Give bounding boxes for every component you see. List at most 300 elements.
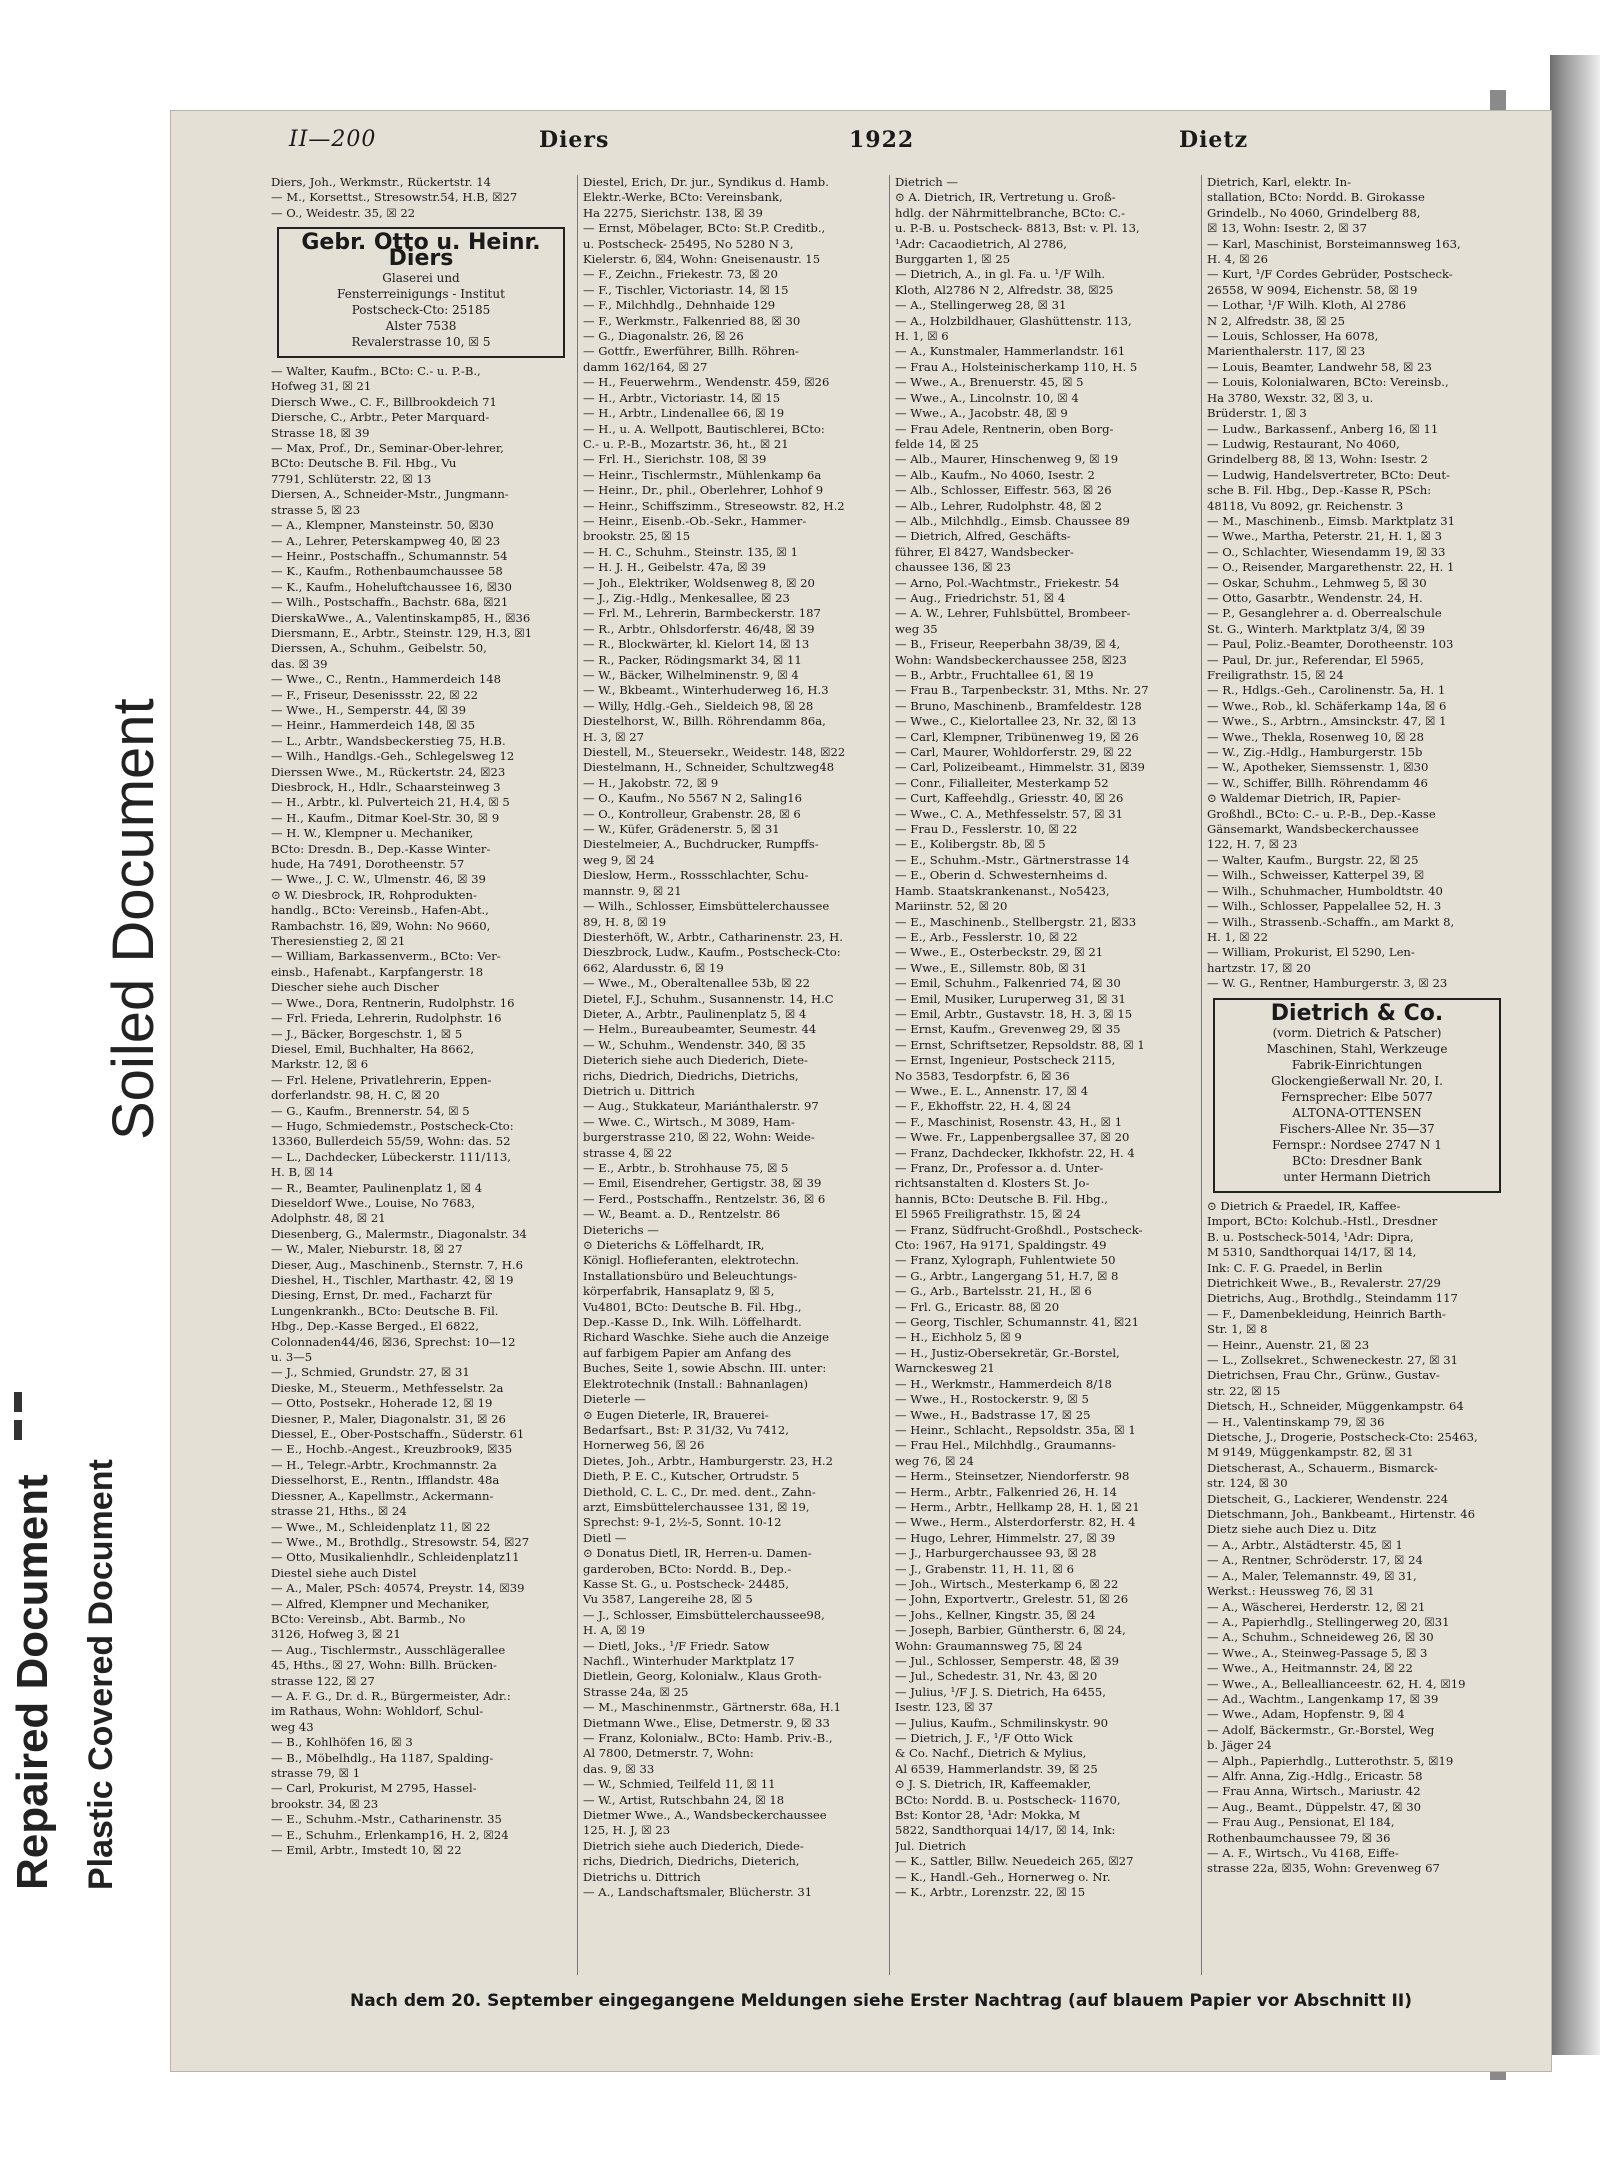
directory-entry: — Paul, Poliz.-Beamter, Dorotheenstr. 103 xyxy=(1207,637,1454,652)
directory-entry: — H., Werkmstr., Hammerdeich 8/18 xyxy=(895,1376,1112,1391)
directory-entry: — Wilh., Schlosser, Eimsbüttelerchaussee xyxy=(583,899,830,914)
directory-entry: — Helm., Bureaubeamter, Seumestr. 44 xyxy=(583,1022,817,1037)
header-right-word: Dietz xyxy=(1179,127,1249,153)
directory-entry: — Wwe., H., Rostockerstr. 9, ☒ 5 xyxy=(895,1392,1089,1407)
column-2 xyxy=(583,175,883,1975)
directory-entry: — A., Papierhdlg., Stellingerweg 20, ☒31 xyxy=(1207,1614,1450,1629)
directory-entry: — Wwe., E., Sillemstr. 80b, ☒ 31 xyxy=(895,960,1088,975)
directory-entry: — Wwe., M., Oberaltenallee 53b, ☒ 22 xyxy=(583,976,811,991)
directory-entry: — W., Artist, Rutschbahn 24, ☒ 18 xyxy=(583,1792,785,1807)
directory-entry: El 5965 Freiligrathstr. 15, ☒ 24 xyxy=(895,1207,1081,1222)
directory-entry: — H. J. H., Geibelstr. 47a, ☒ 39 xyxy=(583,560,766,575)
directory-entry: strasse 22a, ☒35, Wohn: Grevenweg 67 xyxy=(1207,1861,1440,1876)
directory-entry: Markstr. 12, ☒ 6 xyxy=(271,1057,369,1072)
directory-entry: — B., Möbelhdlg., Ha 1187, Spalding- xyxy=(271,1750,494,1765)
directory-entry: — B., Kohlhöfen 16, ☒ 3 xyxy=(271,1735,413,1750)
directory-entry: — Otto, Gasarbtr., Wendenstr. 24, H. xyxy=(1207,590,1423,605)
directory-entry: — H., Feuerwehrm., Wendenstr. 459, ☒26 xyxy=(583,375,830,390)
directory-entry: B. u. Postscheck-5014, ¹Adr: Dipra, xyxy=(1207,1229,1414,1244)
directory-entry: C.- u. P.-B., Mozartstr. 36, ht., ☒ 21 xyxy=(583,436,789,451)
column-divider xyxy=(577,175,578,1975)
directory-entry: — Arno, Pol.-Wachtmstr., Friekestr. 54 xyxy=(895,575,1120,590)
directory-entry: Dietrich, Karl, elektr. In- xyxy=(1207,175,1352,189)
directory-entry: str. 22, ☒ 15 xyxy=(1207,1383,1281,1398)
directory-entry: — H., Justiz-Obersekretär, Gr.-Borstel, xyxy=(895,1345,1120,1360)
directory-entry: — Wilh., Schlosser, Pappelallee 52, H. 3 xyxy=(1207,899,1442,914)
directory-entry: — Emil, Arbtr., Gustavstr. 18, H. 3, ☒ 15 xyxy=(895,1006,1133,1021)
directory-entry: ⊙ A. Dietrich, IR, Vertretung u. Groß- xyxy=(895,190,1116,205)
directory-entry: — Wwe., Martha, Peterstr. 21, H. 1, ☒ 3 xyxy=(1207,529,1443,544)
directory-entry: das. 9, ☒ 33 xyxy=(583,1761,655,1776)
column-divider xyxy=(889,175,890,1975)
directory-entry: — Julius, Kaufm., Schmilinskystr. 90 xyxy=(895,1715,1108,1730)
directory-entry: — G., Arbtr., Langergang 51, H.7, ☒ 8 xyxy=(895,1268,1119,1283)
directory-entry: — Wwe., J. C. W., Ulmenstr. 46, ☒ 39 xyxy=(271,872,486,887)
ad-line: Fischers-Allee Nr. 35—37 xyxy=(1279,1121,1435,1136)
directory-entry: — Karl, Maschinist, Borsteimannsweg 163, xyxy=(1207,236,1461,251)
directory-entry: Hamb. Staatskrankenanst., No5423, xyxy=(895,883,1110,898)
directory-entry: Dieser, Aug., Maschinenb., Sternstr. 7, H.6 xyxy=(271,1257,523,1272)
ad-title: Dietrich & Co. xyxy=(1270,1000,1444,1026)
directory-entry: Wohn: Wandsbeckerchaussee 258, ☒23 xyxy=(895,652,1127,667)
directory-entry: — J., Bäcker, Borgeschstr. 1, ☒ 5 xyxy=(271,1026,463,1041)
directory-entry: — K., Kaufm., Rothenbaumchaussee 58 xyxy=(271,564,503,579)
directory-entry: — Hugo, Lehrer, Himmelstr. 27, ☒ 39 xyxy=(895,1530,1116,1545)
page-header xyxy=(289,127,1399,159)
directory-entry: — K., Arbtr., Lorenzstr. 22, ☒ 15 xyxy=(895,1885,1086,1900)
directory-entry: burgerstrasse 210, ☒ 22, Wohn: Weide- xyxy=(583,1130,815,1145)
directory-entry: — W., Maler, Nieburstr. 18, ☒ 27 xyxy=(271,1242,463,1257)
ad-line: Fernspr.: Nordsee 2747 N 1 xyxy=(1272,1137,1442,1152)
directory-entry: — F., Damenbekleidung, Heinrich Barth- xyxy=(1207,1306,1446,1321)
directory-entry: Dieterich siehe auch Diederich, Diete- xyxy=(583,1053,808,1068)
directory-entry: — K., Handl.-Geh., Hornerweg o. Nr. xyxy=(895,1869,1111,1884)
directory-entry: H. B, ☒ 14 xyxy=(271,1165,334,1180)
directory-entry: Dieske, M., Steuerm., Methfesselstr. 2a xyxy=(271,1380,504,1395)
page-edge xyxy=(1550,55,1600,2055)
directory-entry: Dietlein, Georg, Kolonialw., Klaus Groth- xyxy=(583,1669,822,1684)
directory-entry: — Jul., Schlosser, Semperstr. 48, ☒ 39 xyxy=(895,1654,1119,1668)
directory-entry: — L., Zollsekret., Schweneckestr. 27, ☒ 31 xyxy=(1207,1353,1459,1367)
directory-entry: — K., Kaufm., Hoheluftchaussee 16, ☒30 xyxy=(271,579,512,594)
directory-entry: chaussee 136, ☒ 23 xyxy=(895,560,1011,575)
directory-entry: Diesbrock, H., Hdlr., Schaarsteinweg 3 xyxy=(271,780,501,794)
directory-entry: — B., Arbtr., Fruchtallee 61, ☒ 19 xyxy=(895,668,1094,682)
directory-entry: strasse 79, ☒ 1 xyxy=(271,1766,361,1780)
directory-entry: — F., Werkmstr., Falkenried 88, ☒ 30 xyxy=(583,313,801,328)
directory-entry: — Louis, Schlosser, Ha 6078, xyxy=(1207,329,1379,344)
directory-entry: — Carl, Maurer, Wohldorferstr. 29, ☒ 22 xyxy=(895,745,1133,760)
directory-entry: Strasse 18, ☒ 39 xyxy=(271,425,370,440)
directory-entry: Dietsch, H., Schneider, Müggenkampstr. 64 xyxy=(1207,1399,1464,1414)
directory-entry: — Franz, Xylograph, Fuhlentwiete 50 xyxy=(895,1253,1116,1268)
directory-entry: — Ludw., Barkassenf., Anberg 16, ☒ 11 xyxy=(1207,421,1439,436)
directory-entry: Isestr. 123, ☒ 37 xyxy=(895,1700,993,1715)
directory-entry: — L., Dachdecker, Lübeckerstr. 111/113, xyxy=(271,1149,511,1164)
directory-entry: 7791, Schlüterstr. 22, ☒ 13 xyxy=(271,471,432,486)
directory-entry: führer, El 8427, Wandsbecker- xyxy=(895,544,1074,559)
directory-entry: — Wwe., A., Steinweg-Passage 5, ☒ 3 xyxy=(1207,1645,1428,1660)
directory-entry: auf farbigem Papier am Anfang des xyxy=(583,1345,792,1360)
directory-entry: — Heinr., Auenstr. 21, ☒ 23 xyxy=(1207,1337,1370,1352)
directory-entry: Nachfl., Winterhuder Marktplatz 17 xyxy=(583,1654,795,1668)
directory-entry: — Wwe., H., Badstrasse 17, ☒ 25 xyxy=(895,1407,1091,1422)
directory-entry: ☒ 13, Wohn: Isestr. 2, ☒ 37 xyxy=(1207,221,1368,236)
directory-entry: Elektrotechnik (Install.: Bahnanlagen) xyxy=(583,1376,809,1391)
ad-line: Glaserei und xyxy=(382,271,460,286)
directory-entry: — A. W., Lehrer, Fuhlsbüttel, Brombeer- xyxy=(895,606,1131,621)
directory-entry: — Dietl, Joks., ¹/F Friedr. Satow xyxy=(583,1638,770,1653)
directory-entry: — Lothar, ¹/F Wilh. Kloth, Al 2786 xyxy=(1207,298,1407,313)
directory-entry: Hbg., Dep.-Kasse Berged., El 6822, xyxy=(271,1319,479,1334)
directory-entry: DierskaWwe., A., Valentinskamp85, H., ☒36 xyxy=(271,610,531,625)
directory-entry: hdlg. der Nährmittelbranche, BCto: C.- xyxy=(895,205,1125,220)
directory-entry: — Carl, Prokurist, M 2795, Hassel- xyxy=(271,1781,477,1796)
directory-page xyxy=(170,110,1552,2072)
directory-entry: — H., Telegr.-Arbtr., Krochmannstr. 2a xyxy=(271,1457,497,1472)
directory-entry: ⊙ Eugen Dieterle, IR, Brauerei- xyxy=(583,1407,769,1422)
directory-entry: — A., Stellingerweg 28, ☒ 31 xyxy=(895,298,1067,313)
directory-entry: damm 162/164, ☒ 27 xyxy=(583,359,708,374)
directory-entry: — A., Kunstmaler, Hammerlandstr. 161 xyxy=(895,344,1126,359)
directory-entry: — J., Zig.-Hdlg., Menkesallee, ☒ 23 xyxy=(583,590,790,605)
directory-entry: H. 3, ☒ 27 xyxy=(583,729,645,744)
directory-entry: — A., Klempner, Mansteinstr. 50, ☒30 xyxy=(271,518,494,533)
directory-entry: 45, Hths., ☒ 27, Wohn: Billh. Brücken- xyxy=(271,1658,497,1673)
directory-entry: Dietrich u. Dittrich xyxy=(583,1083,695,1098)
directory-entry: — Frau Anna, Wirtsch., Mariustr. 42 xyxy=(1207,1784,1421,1799)
directory-entry: H. 1, ☒ 6 xyxy=(895,329,949,344)
directory-entry: — Dietrich, Alfred, Geschäfts- xyxy=(895,529,1071,544)
directory-entry: — W., Zig.-Hdlg., Hamburgerstr. 15b xyxy=(1207,745,1423,760)
header-left-word: Diers xyxy=(539,127,610,153)
directory-entry: — John, Exportvertr., Grelestr. 51, ☒ 26 xyxy=(895,1592,1129,1607)
directory-entry: — J., Grabenstr. 11, H. 11, ☒ 6 xyxy=(895,1561,1074,1576)
directory-entry: — Gottfr., Ewerführer, Billh. Röhren- xyxy=(583,344,799,359)
directory-entry: — A. F. G., Dr. d. R., Bürgermeister, Adr.: xyxy=(271,1688,511,1703)
directory-entry: Diestel, Erich, Dr. jur., Syndikus d. Hamb. xyxy=(583,175,829,189)
directory-entry: — Adolf, Bäckermstr., Gr.-Borstel, Weg xyxy=(1207,1722,1435,1737)
directory-entry: — H. W., Klempner u. Mechaniker, xyxy=(271,826,474,841)
directory-entry: — Johs., Kellner, Kingstr. 35, ☒ 24 xyxy=(895,1607,1096,1622)
directory-entry: — F., Ekhoffstr. 22, H. 4, ☒ 24 xyxy=(895,1099,1072,1114)
directory-entry: ⊙ J. S. Dietrich, IR, Kaffeemakler, xyxy=(895,1777,1092,1792)
directory-entry: ⊙ W. Diesbrock, IR, Rohprodukten- xyxy=(271,887,477,902)
directory-entry: — Heinr., Eisenb.-Ob.-Sekr., Hammer- xyxy=(583,513,807,528)
ad-line: ALTONA-OTTENSEN xyxy=(1292,1105,1422,1120)
directory-entry: — Wwe., E., Osterbeckstr. 29, ☒ 21 xyxy=(895,945,1104,960)
directory-entry: — F., Maschinist, Rosenstr. 43, H., ☒ 1 xyxy=(895,1114,1123,1129)
directory-entry: Dieshel, H., Tischler, Marthastr. 42, ☒ 19 xyxy=(271,1273,514,1287)
directory-entry: — Heinr., Postschaffn., Schumannstr. 54 xyxy=(271,548,508,563)
directory-entry: — Wwe. C., Wirtsch., M 3089, Ham- xyxy=(583,1114,795,1129)
directory-entry: Diescher siehe auch Discher xyxy=(271,980,439,995)
directory-entry: — Wilh., Schweisser, Katterpel 39, ☒ xyxy=(1207,868,1425,883)
directory-entry: — Wwe., A., Lincolnstr. 10, ☒ 4 xyxy=(895,390,1079,405)
directory-entry: — Joseph, Barbier, Güntherstr. 6, ☒ 24, xyxy=(895,1623,1126,1638)
directory-entry: — E., Kolibergstr. 8b, ☒ 5 xyxy=(895,837,1046,852)
directory-entry: — Alb., Schlosser, Eiffestr. 563, ☒ 26 xyxy=(895,483,1112,498)
directory-entry: sche B. Fil. Hbg., Dep.-Kasse R, PSch: xyxy=(1207,483,1432,498)
directory-entry: — Oskar, Schuhm., Lehmweg 5, ☒ 30 xyxy=(1207,575,1427,590)
directory-entry: — F., Milchhdlg., Dehnhaide 129 xyxy=(583,298,776,313)
advertisement-box xyxy=(277,227,565,358)
directory-entry: brookstr. 34, ☒ 23 xyxy=(271,1796,379,1811)
directory-entry: richtsanstalten d. Klosters St. Jo- xyxy=(895,1176,1090,1191)
directory-entry: Diestel siehe auch Distel xyxy=(271,1565,417,1580)
directory-entry: — H., Valentinskamp 79, ☒ 36 xyxy=(1207,1414,1385,1429)
directory-entry: handlg., BCto: Vereinsb., Hafen-Abt., xyxy=(271,903,489,918)
directory-entry: — J., Schmied, Grundstr. 27, ☒ 31 xyxy=(271,1365,470,1380)
directory-entry: Diesterhöft, W., Arbtr., Catharinenstr. 23, H. xyxy=(583,929,843,944)
directory-entry: b. Jäger 24 xyxy=(1207,1738,1272,1753)
directory-entry: — J., Harburgerchaussee 93, ☒ 28 xyxy=(895,1546,1097,1561)
directory-entry: 122, H. 7, ☒ 23 xyxy=(1207,837,1298,852)
directory-entry: — H. C., Schuhm., Steinstr. 135, ☒ 1 xyxy=(583,544,798,559)
directory-entry: — Wwe., M., Brothdlg., Stresowstr. 54, ☒27 xyxy=(271,1534,530,1549)
directory-entry: — Alb., Kaufm., No 4060, Isestr. 2 xyxy=(895,467,1095,482)
directory-entry: — H., Arbtr., Victoriastr. 14, ☒ 15 xyxy=(583,390,781,405)
directory-entry: — F., Tischler, Victoriastr. 14, ☒ 15 xyxy=(583,282,789,297)
header-year: 1922 xyxy=(849,127,915,153)
directory-entry: — Georg, Tischler, Schumannstr. 41, ☒21 xyxy=(895,1315,1139,1330)
directory-entry: — Ernst, Schriftsetzer, Repsoldstr. 88, ☒ 1 xyxy=(895,1037,1145,1052)
soiled-document-label: Soiled Document xyxy=(101,698,166,1140)
directory-entry: brookstr. 25, ☒ 15 xyxy=(583,529,691,544)
directory-entry: — Joh., Elektriker, Woldsenweg 8, ☒ 20 xyxy=(583,575,815,590)
directory-entry: Lungenkrankh., BCto: Deutsche B. Fil. xyxy=(271,1303,499,1318)
directory-entry: — Frau Aug., Pensionat, El 184, xyxy=(1207,1815,1395,1830)
directory-entry: Buches, Seite 1, sowie Abschn. III. unter: xyxy=(583,1361,827,1376)
directory-entry: — Otto, Musikalienhdlr., Schleidenplatz11 xyxy=(271,1550,520,1565)
directory-entry: richs, Diedrich, Diedrichs, Dietrichs, xyxy=(583,1068,799,1083)
directory-entry: strasse 122, ☒ 27 xyxy=(271,1673,375,1688)
directory-entry: — A., Maler, Telemannstr. 49, ☒ 31, xyxy=(1207,1568,1417,1583)
directory-entry: — M., Maschinenmstr., Gärtnerstr. 68a, H.1 xyxy=(583,1700,842,1715)
directory-entry: — E., Schuhm., Erlenkamp16, H. 2, ☒24 xyxy=(271,1827,509,1842)
directory-entry: Sprechst: 9-1, 2½-5, Sonnt. 10-12 xyxy=(583,1515,782,1530)
directory-entry: — Frau Hel., Milchhdlg., Graumanns- xyxy=(895,1438,1116,1453)
directory-entry: — R., Hdlgs.-Geh., Carolinenstr. 5a, H. 1 xyxy=(1207,683,1446,698)
directory-entry: Jul. Dietrich xyxy=(895,1838,966,1853)
directory-entry: — G., Arb., Bartelsstr. 21, H., ☒ 6 xyxy=(895,1284,1092,1299)
directory-entry: — Ludwig, Restaurant, No 4060, xyxy=(1207,436,1400,451)
directory-entry: 89, H. 8, ☒ 19 xyxy=(583,914,667,929)
directory-entry: Theresienstieg 2, ☒ 21 xyxy=(271,934,406,949)
directory-entry: — Curt, Kaffeehdlg., Griesstr. 40, ☒ 26 xyxy=(895,791,1124,806)
directory-entry: Dietsche, J., Drogerie, Postscheck-Cto: 25463, xyxy=(1207,1430,1478,1445)
directory-entry: Bst: Kontor 28, ¹Adr: Mokka, M xyxy=(895,1808,1081,1823)
directory-entry: — Joh., Wirtsch., Mesterkamp 6, ☒ 22 xyxy=(895,1576,1119,1591)
directory-entry: strasse 21, Hths., ☒ 24 xyxy=(271,1504,407,1519)
directory-entry: — W., Bkbeamt., Winterhuderweg 16, H.3 xyxy=(583,683,829,698)
directory-entry: No 3583, Tesdorpfstr. 6, ☒ 36 xyxy=(895,1068,1070,1083)
directory-entry: im Rathaus, Wohn: Wohldorf, Schul- xyxy=(271,1704,484,1719)
directory-entry: — R., Beamter, Paulinenplatz 1, ☒ 4 xyxy=(271,1180,483,1195)
directory-entry: — Ludwig, Handelsvertreter, BCto: Deut- xyxy=(1207,467,1450,482)
directory-entry: Import, BCto: Kolchub.-Hstl., Dresdner xyxy=(1207,1214,1438,1229)
columns xyxy=(271,175,1516,1975)
directory-entry: — Aug., Tischlermstr., Ausschlägerallee xyxy=(271,1642,506,1657)
directory-entry: — W. G., Rentner, Hamburgerstr. 3, ☒ 23 xyxy=(1207,976,1448,991)
directory-entry: — Wwe., C., Kielortallee 23, Nr. 32, ☒ 13 xyxy=(895,714,1137,729)
directory-entry: Mariinstr. 52, ☒ 20 xyxy=(895,899,1008,914)
directory-entry: — Otto, Postsekr., Hoherade 12, ☒ 19 xyxy=(271,1396,493,1411)
dash-mark xyxy=(14,1420,22,1440)
directory-entry: Marienthalerstr. 117, ☒ 23 xyxy=(1207,344,1366,359)
directory-entry: & Co. Nachf., Dietrich & Mylius, xyxy=(895,1746,1087,1761)
directory-entry: — P., Gesanglehrer a. d. Oberrealschule xyxy=(1207,606,1442,621)
directory-entry: 662, Alardusstr. 6, ☒ 19 xyxy=(583,960,724,975)
ad-line: Fernsprecher: Elbe 5077 xyxy=(1281,1089,1433,1104)
directory-entry: Kielerstr. 6, ☒4, Wohn: Gneisenaustr. 15 xyxy=(583,252,821,267)
directory-entry: — E., Schuhm.-Mstr., Gärtnerstrasse 14 xyxy=(895,852,1130,867)
directory-entry: — E., Hochb.-Angest., Kreuzbrook9, ☒35 xyxy=(271,1442,513,1457)
directory-entry: — Herm., Arbtr., Hellkamp 28, H. 1, ☒ 21 xyxy=(895,1499,1140,1514)
directory-entry: — William, Prokurist, El 5290, Len- xyxy=(1207,945,1415,960)
ad-line: Revalerstrasse 10, ☒ 5 xyxy=(351,335,491,350)
directory-entry: Dieterichs — xyxy=(583,1222,659,1237)
directory-entry: Vu4801, BCto: Deutsche B. Fil. Hbg., xyxy=(583,1299,802,1314)
directory-entry: — Wilh., Schuhmacher, Humboldtstr. 40 xyxy=(1207,883,1443,898)
directory-entry: — E., Schuhm.-Mstr., Catharinenstr. 35 xyxy=(271,1812,502,1827)
directory-entry: — Wwe., E. L., Annenstr. 17, ☒ 4 xyxy=(895,1083,1089,1098)
directory-entry: Dieth, P. E. C., Kutscher, Ortrudstr. 5 xyxy=(583,1469,800,1484)
directory-entry: — A., Maler, PSch: 40574, Preystr. 14, ☒39 xyxy=(271,1581,525,1596)
directory-entry: — W., Beamt. a. D., Rentzelstr. 86 xyxy=(583,1207,781,1222)
directory-entry: — O., Kontrolleur, Grabenstr. 28, ☒ 6 xyxy=(583,806,801,821)
directory-entry: — Frl. G., Ericastr. 88, ☒ 20 xyxy=(895,1299,1060,1314)
directory-entry: — E., Arb., Fesslerstr. 10, ☒ 22 xyxy=(895,929,1078,944)
directory-entry: Dierssen Wwe., M., Rückertstr. 24, ☒23 xyxy=(271,764,506,779)
directory-entry: — H., Jakobstr. 72, ☒ 9 xyxy=(583,775,719,790)
directory-entry: — Frau B., Tarpenbeckstr. 31, Mths. Nr. 27 xyxy=(895,683,1149,698)
directory-entry: hannis, BCto: Deutsche B. Fil. Hbg., xyxy=(895,1191,1108,1206)
directory-entry: Rambachstr. 16, ☒9, Wohn: No 9660, xyxy=(271,918,491,933)
directory-entry: Diers, Joh., Werkmstr., Rückertstr. 14 xyxy=(271,175,491,189)
directory-entry: — Julius, ¹/F J. S. Dietrich, Ha 6455, xyxy=(895,1684,1106,1699)
directory-entry: Hornerweg 56, ☒ 26 xyxy=(583,1438,705,1453)
directory-entry: weg 9, ☒ 24 xyxy=(583,852,655,867)
directory-entry: — W., Bäcker, Wilhelminenstr. 9, ☒ 4 xyxy=(583,668,799,682)
directory-entry: Vu 3587, Langereihe 28, ☒ 5 xyxy=(583,1592,753,1607)
directory-entry: BCto: Vereinsb., Abt. Barmb., No xyxy=(271,1611,466,1626)
directory-entry: — Wilh., Strassenb.-Schaffn., am Markt 8, xyxy=(1207,914,1455,929)
directory-entry: Königl. Hoflieferanten, elektrotechn. xyxy=(583,1253,800,1268)
directory-entry: Gänsemarkt, Wandsbeckerchaussee xyxy=(1207,822,1419,837)
directory-entry: Al 6539, Hammerlandstr. 39, ☒ 25 xyxy=(895,1761,1098,1776)
directory-entry: Freiligrathstr. 15, ☒ 24 xyxy=(1207,668,1344,682)
directory-entry: — Wilh., Handlgs.-Geh., Schlegelsweg 12 xyxy=(271,749,515,764)
ad-line: Fabrik-Einrichtungen xyxy=(1291,1057,1423,1072)
directory-entry: Dieterle — xyxy=(583,1392,646,1407)
directory-entry: körperfabrik, Hansaplatz 9, ☒ 5, xyxy=(583,1284,775,1299)
repaired-document-label: Repaired Document xyxy=(8,1474,57,1890)
directory-entry: Warnckesweg 21 xyxy=(895,1361,995,1376)
directory-entry: Colonnaden44/46, ☒36, Sprechst: 10—12 xyxy=(271,1334,516,1349)
directory-entry: BCto: Deutsche B. Fil. Hbg., Vu xyxy=(271,456,457,471)
directory-entry: — Heinr., Schlacht., Repsoldstr. 35a, ☒ 1 xyxy=(895,1422,1136,1437)
directory-entry: — Wwe., M., Schleidenplatz 11, ☒ 22 xyxy=(271,1519,491,1534)
directory-entry: Dietel, F.J., Schuhm., Susannenstr. 14, H.C xyxy=(583,991,834,1006)
directory-entry: — Wwe., Adam, Hopfenstr. 9, ☒ 4 xyxy=(1207,1707,1405,1722)
directory-entry: BCto: Nordd. B. u. Postscheck- 11670, xyxy=(895,1792,1121,1807)
directory-entry: — W., Apotheker, Siemssenstr. 1, ☒30 xyxy=(1207,760,1429,775)
directory-entry: 3126, Hofweg 3, ☒ 21 xyxy=(271,1627,401,1642)
directory-entry: Diestell, M., Steuersekr., Weidestr. 148, ☒22 xyxy=(583,745,846,760)
directory-entry: — Heinr., Hammerdeich 148, ☒ 35 xyxy=(271,718,476,733)
directory-entry: Dietscheit, G., Lackierer, Wendenstr. 224 xyxy=(1207,1491,1449,1506)
directory-entry: weg 43 xyxy=(271,1719,314,1734)
directory-entry: 26558, W 9094, Eichenstr. 58, ☒ 19 xyxy=(1207,282,1418,297)
column-4 xyxy=(1207,175,1507,1975)
directory-entry: — Carl, Polizeibeamt., Himmelstr. 31, ☒39 xyxy=(895,760,1145,775)
directory-entry: arzt, Eimsbüttelerchaussee 131, ☒ 19, xyxy=(583,1499,810,1514)
directory-entry: stallation, BCto: Nordd. B. Girokasse xyxy=(1207,190,1425,205)
directory-entry: — Wwe., A., Jacobstr. 48, ☒ 9 xyxy=(895,406,1068,421)
directory-entry: — Bruno, Maschinenb., Bramfeldestr. 128 xyxy=(895,698,1142,713)
column-divider xyxy=(1201,175,1202,1975)
directory-entry: — A., Schuhm., Schneideweg 26, ☒ 30 xyxy=(1207,1630,1434,1645)
directory-entry: — Wilh., Postschaffn., Bachstr. 68a, ☒21 xyxy=(271,595,509,610)
directory-entry: — Conr., Filialleiter, Mesterkamp 52 xyxy=(895,775,1109,790)
directory-entry: — Frl. M., Lehrerin, Barmbeckerstr. 187 xyxy=(583,606,821,621)
directory-entry: — Wwe., A., Brenuerstr. 45, ☒ 5 xyxy=(895,375,1084,390)
directory-entry: — Franz, Kolonialw., BCto: Hamb. Priv.-B., xyxy=(583,1731,833,1746)
directory-entry: — F., Zeichn., Friekestr. 73, ☒ 20 xyxy=(583,267,778,282)
directory-entry: strasse 4, ☒ 22 xyxy=(583,1145,673,1160)
directory-entry: — Max, Prof., Dr., Seminar-Ober-lehrer, xyxy=(271,441,504,456)
directory-entry: hartzstr. 17, ☒ 20 xyxy=(1207,960,1311,975)
directory-entry: u. Postscheck- 25495, No 5280 N 3, xyxy=(583,236,794,251)
directory-entry: ¹Adr: Cacaodietrich, Al 2786, xyxy=(895,236,1067,251)
directory-entry: — G., Diagonalstr. 26, ☒ 26 xyxy=(583,329,744,344)
directory-entry: — Walter, Kaufm., Burgstr. 22, ☒ 25 xyxy=(1207,852,1419,867)
directory-entry: Ink: C. F. G. Praedel, in Berlin xyxy=(1207,1260,1383,1275)
directory-entry: — Aug., Friedrichstr. 51, ☒ 4 xyxy=(895,590,1066,605)
directory-entry: 48118, Vu 8092, gr. Reichenstr. 3 xyxy=(1207,498,1404,513)
directory-entry: — Carl, Klempner, Tribünenweg 19, ☒ 26 xyxy=(895,729,1139,744)
directory-entry: Hofweg 31, ☒ 21 xyxy=(271,379,372,394)
directory-entry: — J., Schlosser, Eimsbüttelerchaussee98, xyxy=(583,1607,825,1622)
ad-line: Alster 7538 xyxy=(385,319,457,334)
directory-entry: — Emil, Schuhm., Falkenried 74, ☒ 30 xyxy=(895,976,1121,991)
directory-entry: — William, Barkassenverm., BCto: Ver- xyxy=(271,949,501,964)
directory-entry: — Paul, Dr. jur., Referendar, El 5965, xyxy=(1207,652,1424,667)
directory-entry: str. 124, ☒ 30 xyxy=(1207,1476,1288,1491)
directory-entry: Ha 3780, Wexstr. 32, ☒ 3, u. xyxy=(1207,390,1374,405)
directory-entry: — Walter, Kaufm., BCto: C.- u. P.-B., xyxy=(271,364,481,379)
directory-entry: — A., Lehrer, Peterskampweg 40, ☒ 23 xyxy=(271,533,501,548)
directory-entry: — F., Friseur, Desenissstr. 22, ☒ 22 xyxy=(271,687,479,702)
directory-entry: felde 14, ☒ 25 xyxy=(895,436,979,451)
directory-entry: einsb., Hafenabt., Karpfangerstr. 18 xyxy=(271,964,484,979)
directory-entry: Strasse 24a, ☒ 25 xyxy=(583,1684,689,1699)
dash-mark xyxy=(14,1392,22,1412)
directory-entry: richs, Diedrich, Diedrichs, Dieterich, xyxy=(583,1854,800,1869)
directory-entry: — Wwe., H., Semperstr. 44, ☒ 39 xyxy=(271,702,467,717)
directory-entry: — H., Kaufm., Ditmar Koel-Str. 30, ☒ 9 xyxy=(271,810,500,825)
directory-entry: — Heinr., Tischlermstr., Mühlenkamp 6a xyxy=(583,467,822,482)
directory-entry: — E., Maschinenb., Stellbergstr. 21, ☒33 xyxy=(895,914,1137,929)
directory-entry: Dieter, A., Arbtr., Paulinenplatz 5, ☒ 4 xyxy=(583,1006,807,1021)
directory-entry: — Wwe., Thekla, Rosenweg 10, ☒ 28 xyxy=(1207,729,1424,744)
directory-entry: St. G., Winterh. Marktplatz 3/4, ☒ 39 xyxy=(1207,621,1426,636)
directory-entry: — Wwe., S., Arbtrn., Amsinckstr. 47, ☒ 1 xyxy=(1207,714,1447,729)
directory-entry: Diersmann, E., Arbtr., Steinstr. 129, H.3, ☒1 xyxy=(271,625,533,640)
directory-entry: Dietschmann, Joh., Bankbeamt., Hirtenstr. 46 xyxy=(1207,1507,1475,1522)
directory-entry: dorferlandstr. 98, H. C, ☒ 20 xyxy=(271,1088,440,1103)
